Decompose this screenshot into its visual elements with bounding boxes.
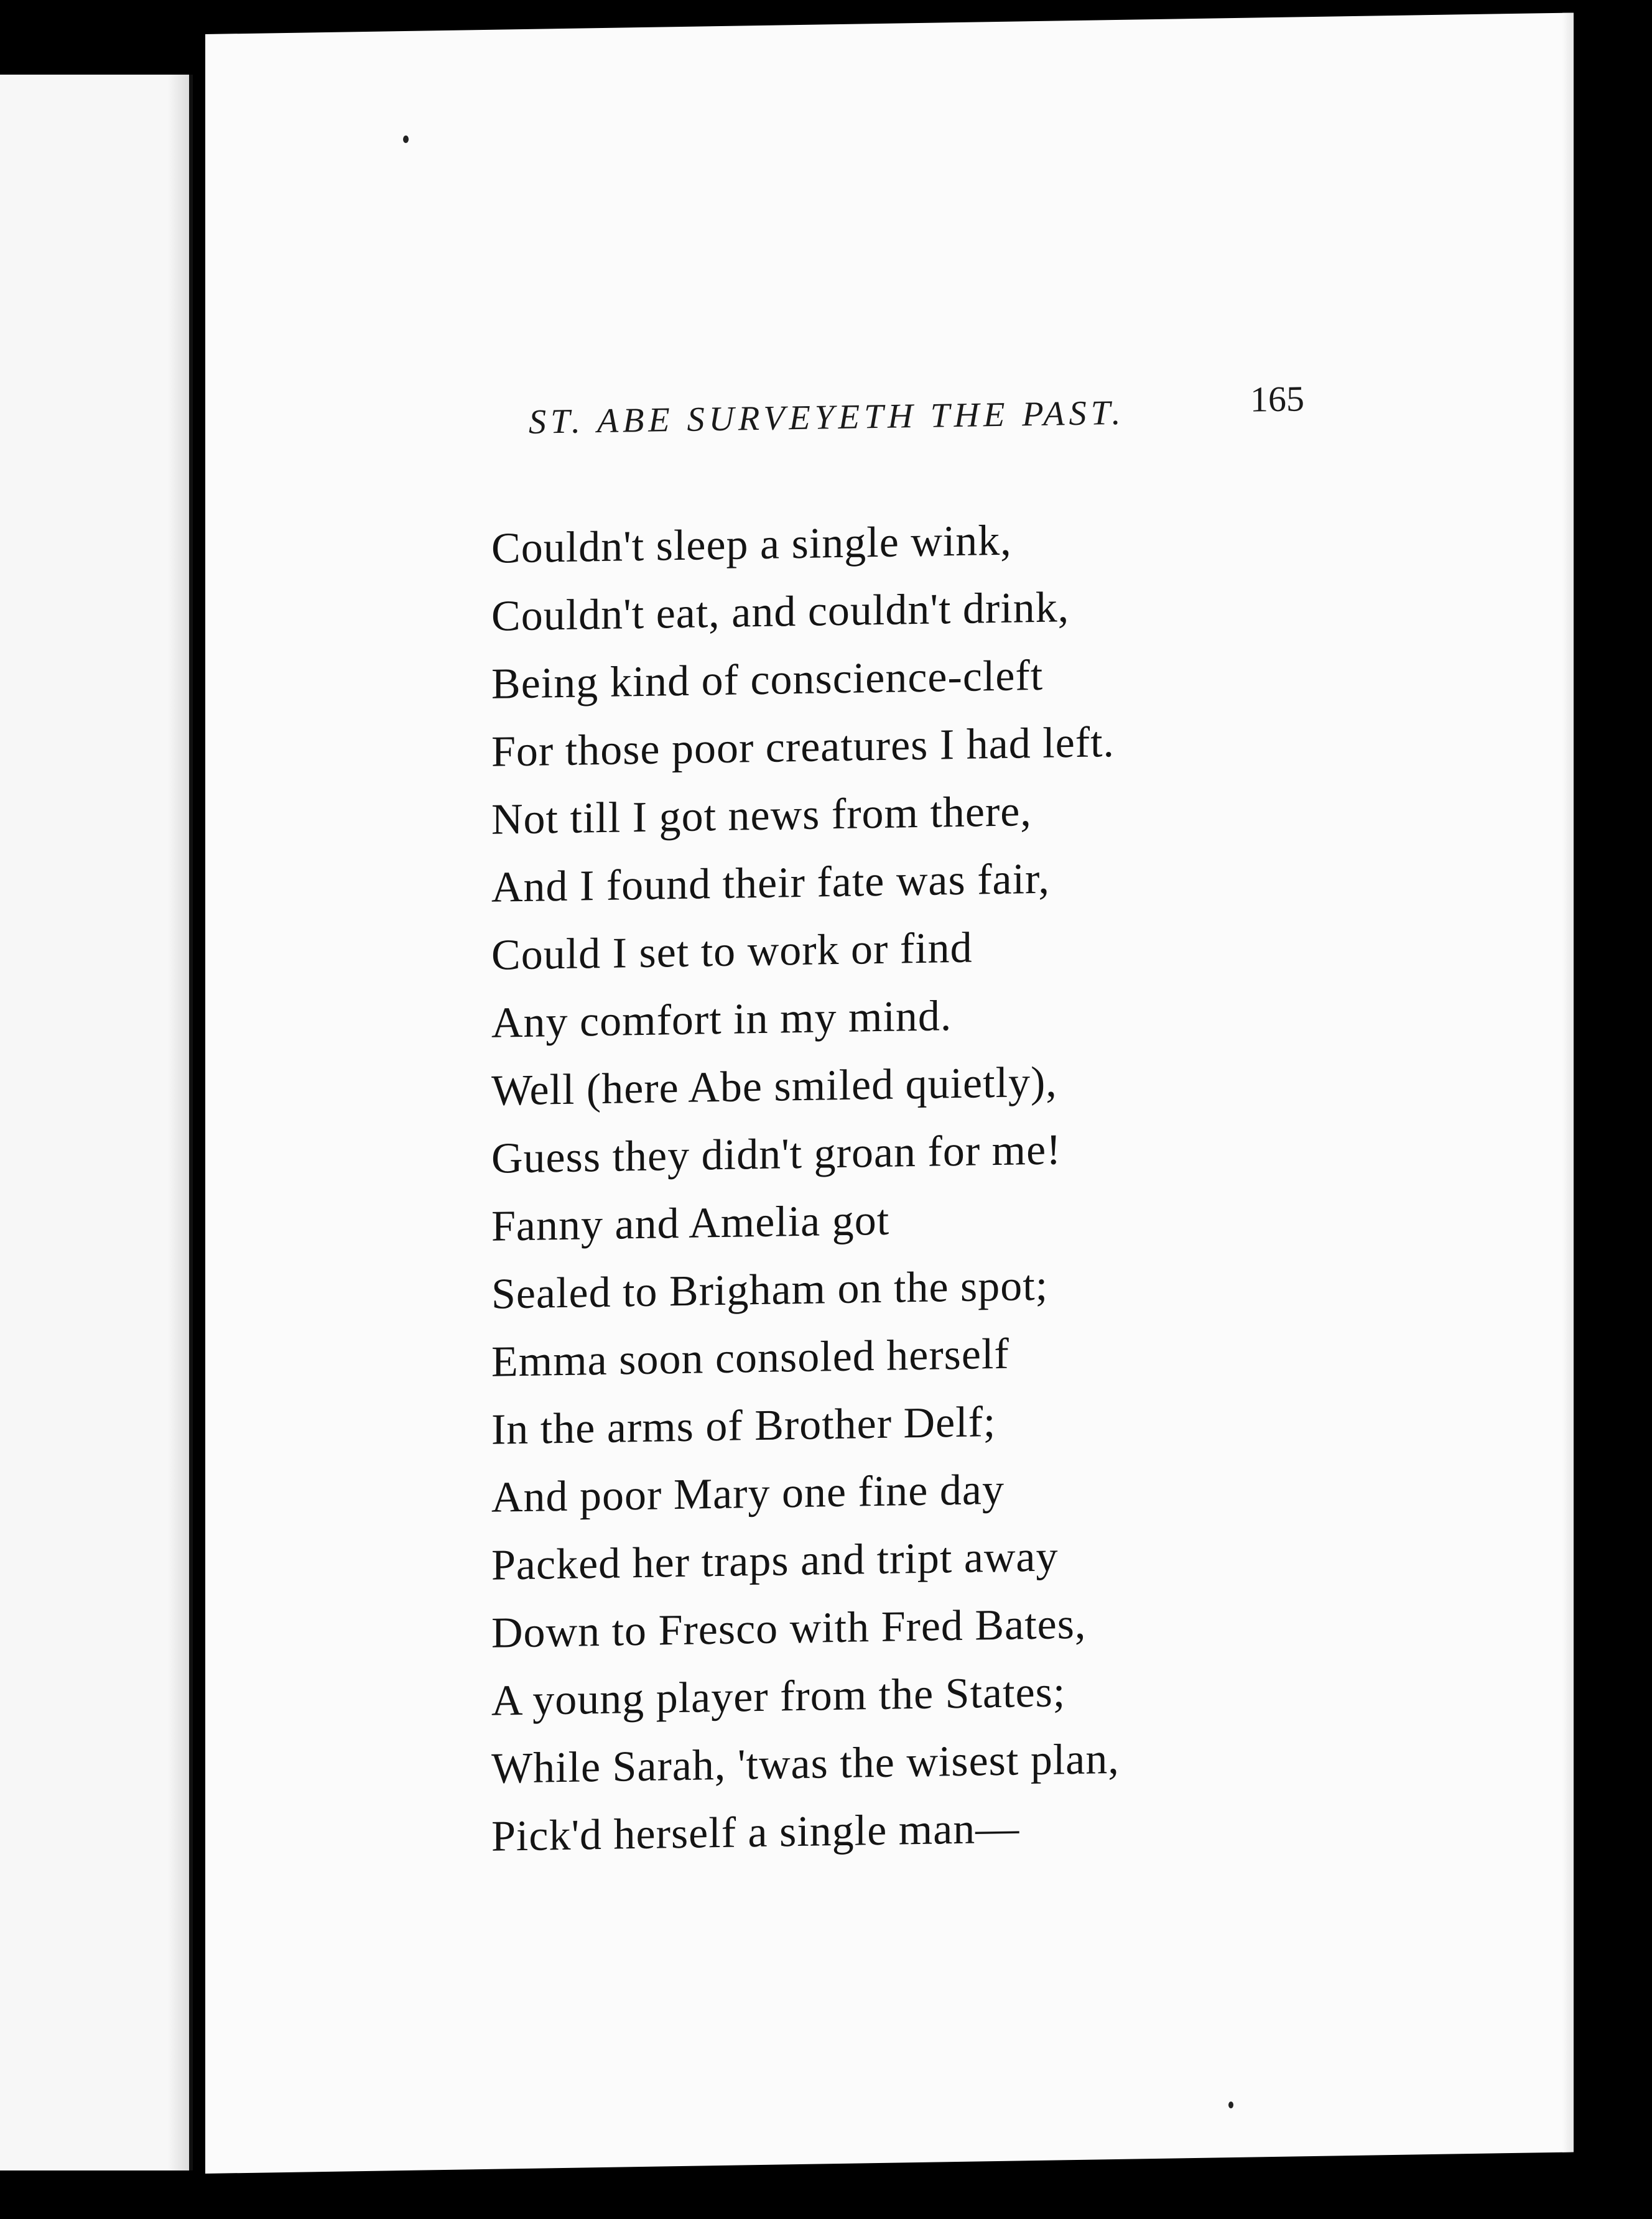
poem-line: And I found their fate was fair, [491, 855, 1051, 912]
poem-line: Couldn't sleep a single wink, [491, 516, 1012, 573]
poem-line: Guess they didn't groan for me! [491, 1126, 1062, 1183]
poem-line: Not till I got news from there, [491, 787, 1032, 844]
poem-line: Being kind of conscience-cleft [491, 651, 1044, 708]
poem-line: Couldn't eat, and couldn't drink, [491, 583, 1070, 641]
poem-line: Down to Fresco with Fred Bates, [491, 1600, 1087, 1657]
book-page [205, 12, 1574, 2174]
poem-line: For those poor creatures I had left. [491, 718, 1115, 776]
poem-line: Emma soon consoled herself [491, 1330, 1009, 1386]
poem-line: Fanny and Amelia got [491, 1196, 890, 1251]
poem-text [491, 499, 1487, 1871]
poem-line: And poor Mary one fine day [491, 1465, 1005, 1522]
poem-line: Could I set to work or find [491, 924, 973, 980]
poem-line: In the arms of Brother Delf; [491, 1398, 996, 1454]
poem-line: Any comfort in my mind. [491, 992, 952, 1047]
poem-line: While Sarah, 'twas the wisest plan, [491, 1735, 1120, 1793]
page-edge-shadow [1562, 12, 1574, 2152]
running-head-title: ST. ABE SURVEYETH THE PAST. [529, 393, 1125, 442]
poem-line: Sealed to Brigham on the spot; [491, 1261, 1049, 1318]
page-number: 165 [1250, 378, 1304, 420]
running-head [529, 378, 1304, 452]
previous-page-edge [0, 75, 193, 2170]
paper-speck [1228, 2101, 1233, 2108]
poem-line: Packed her traps and tript away [491, 1532, 1059, 1590]
spine-shadow [168, 75, 189, 2170]
poem-line: A young player from the States; [491, 1668, 1066, 1725]
poem-line: Well (here Abe smiled quietly), [491, 1058, 1057, 1115]
paper-speck [403, 136, 409, 143]
poem-line: Pick'd herself a single man— [491, 1804, 1020, 1861]
